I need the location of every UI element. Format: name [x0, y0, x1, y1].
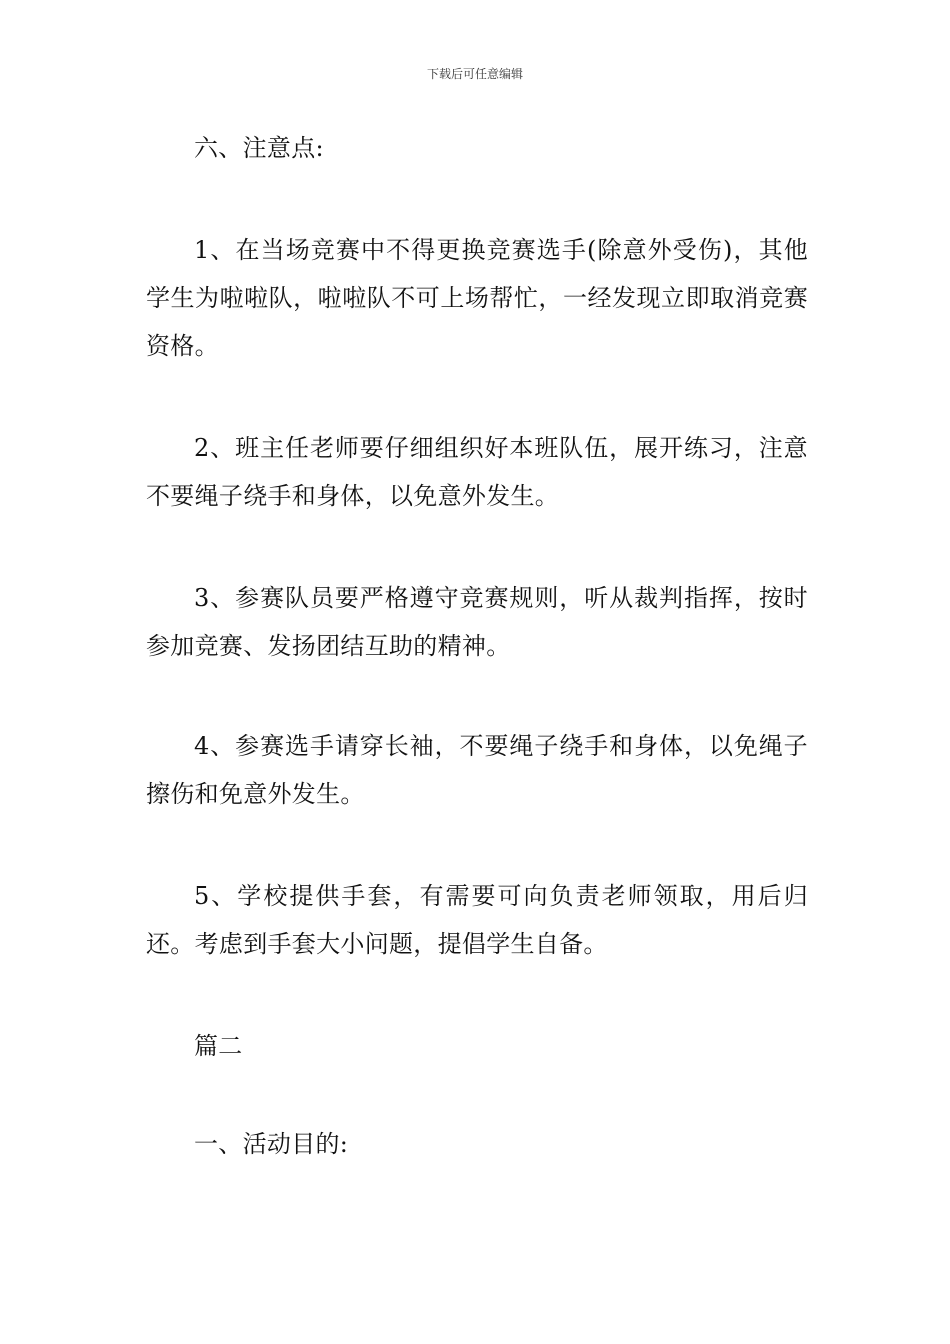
section-heading-activity-purpose: 一、活动目的: — [194, 1130, 349, 1158]
page-header: 下载后可任意编辑 — [426, 67, 523, 81]
paragraph-rule-4: 4、参赛选手请穿长袖，不要绳子绕手和身体，以免绳子擦伤和免意外发生。 — [146, 732, 808, 808]
paragraph-rule-5: 5、学校提供手套，有需要可向负责老师领取，用后归还。考虑到手套大小问题，提倡学生自备。 — [146, 882, 808, 958]
paragraph-rule-1: 1、在当场竞赛中不得更换竞赛选手(除意外受伤)，其他学生为啦啦队，啦啦队不可上场帮忙，一经发现立即取消竞赛资格。 — [146, 236, 808, 360]
section-heading-notes: 六、注意点: — [194, 134, 324, 162]
part-two-heading: 篇二 — [194, 1032, 243, 1060]
paragraph-rule-2: 2、班主任老师要仔细组织好本班队伍，展开练习，注意不要绳子绕手和身体，以免意外发生。 — [146, 434, 808, 510]
paragraph-rule-3: 3、参赛队员要严格遵守竞赛规则，听从裁判指挥，按时参加竞赛、发扬团结互助的精神。 — [146, 584, 808, 660]
